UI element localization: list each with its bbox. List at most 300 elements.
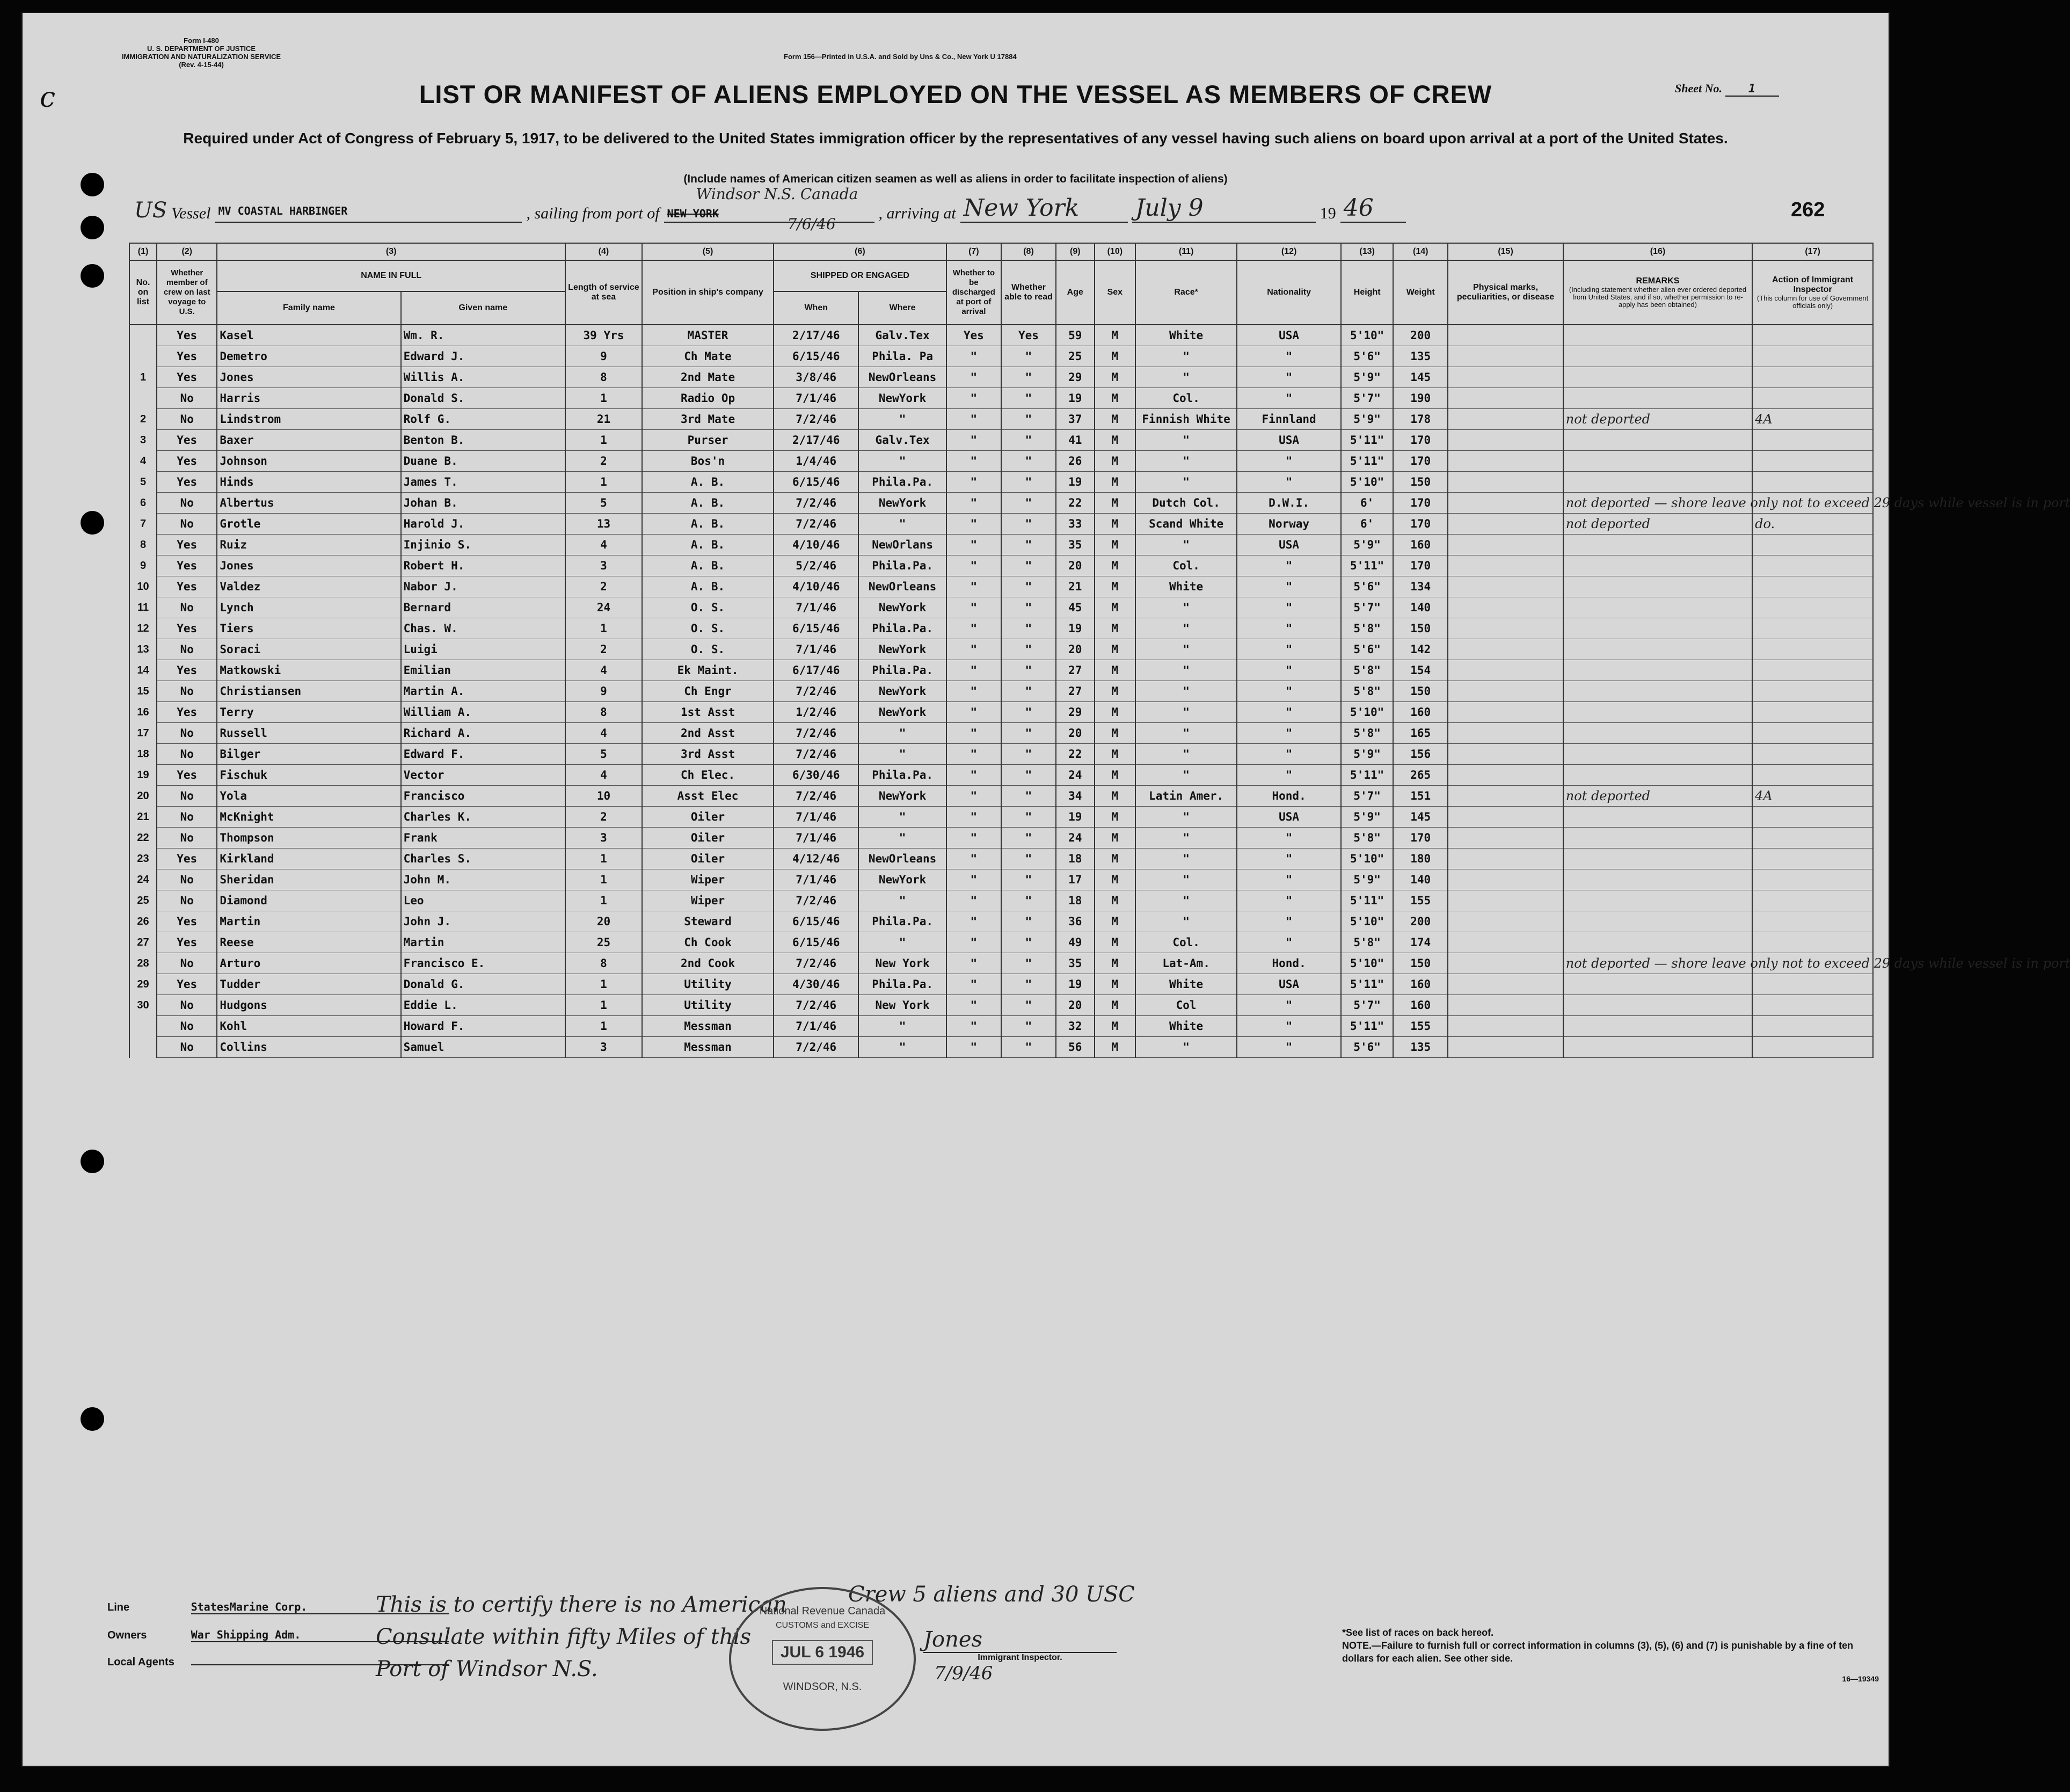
age: 18 bbox=[1056, 890, 1094, 911]
race: Col. bbox=[1135, 388, 1237, 409]
nationality: " bbox=[1237, 765, 1341, 786]
engaged-when: 4/10/46 bbox=[774, 576, 858, 597]
discharged: " bbox=[946, 995, 1001, 1016]
engaged-where: Phila.Pa. bbox=[858, 618, 946, 639]
physical-marks bbox=[1448, 995, 1563, 1016]
engaged-when: 4/10/46 bbox=[774, 535, 858, 555]
header-family-name: Family name bbox=[217, 291, 400, 325]
position: Radio Op bbox=[642, 388, 774, 409]
list-number: 2 bbox=[129, 409, 157, 430]
race: " bbox=[1135, 660, 1237, 681]
header-remarks-sub: (Including statement whether alien ever ordered deported from United States, and if so, whether permission to re-apply has been obtained) bbox=[1569, 286, 1747, 309]
list-number: 6 bbox=[129, 493, 157, 514]
discharged: " bbox=[946, 723, 1001, 744]
nationality: " bbox=[1237, 576, 1341, 597]
last-voyage: No bbox=[157, 388, 217, 409]
nationality: " bbox=[1237, 472, 1341, 493]
remarks bbox=[1563, 430, 1752, 451]
list-number: 9 bbox=[129, 555, 157, 576]
list-number: 3 bbox=[129, 430, 157, 451]
family-name: Jones bbox=[217, 555, 400, 576]
service-length: 3 bbox=[565, 555, 642, 576]
height: 5'10" bbox=[1341, 849, 1393, 869]
age: 27 bbox=[1056, 660, 1094, 681]
sex: M bbox=[1095, 890, 1136, 911]
family-name: Grotle bbox=[217, 514, 400, 535]
age: 29 bbox=[1056, 367, 1094, 388]
position: 2nd Mate bbox=[642, 367, 774, 388]
height: 5'10" bbox=[1341, 953, 1393, 974]
service-length: 21 bbox=[565, 409, 642, 430]
race: Col. bbox=[1135, 932, 1237, 953]
nationality: USA bbox=[1237, 325, 1341, 346]
crew-row bbox=[129, 744, 1873, 765]
height: 5'6" bbox=[1341, 576, 1393, 597]
engaged-when: 6/15/46 bbox=[774, 932, 858, 953]
height: 5'8" bbox=[1341, 681, 1393, 702]
discharged: " bbox=[946, 744, 1001, 765]
sex: M bbox=[1095, 744, 1136, 765]
age: 19 bbox=[1056, 807, 1094, 828]
remarks: not deported — shore leave only not to exceed 29 days while vessel is in port bbox=[1563, 493, 1752, 514]
engaged-where: " bbox=[858, 514, 946, 535]
sex: M bbox=[1095, 597, 1136, 618]
engaged-where: NewYork bbox=[858, 681, 946, 702]
able-to-read: " bbox=[1001, 681, 1056, 702]
remarks bbox=[1563, 723, 1752, 744]
position: A. B. bbox=[642, 472, 774, 493]
nationality: " bbox=[1237, 1037, 1341, 1058]
physical-marks bbox=[1448, 555, 1563, 576]
header-row bbox=[129, 260, 1873, 291]
engaged-where: Phila.Pa. bbox=[858, 974, 946, 995]
position: A. B. bbox=[642, 535, 774, 555]
list-number: 15 bbox=[129, 681, 157, 702]
weight: 150 bbox=[1393, 681, 1448, 702]
engaged-where: " bbox=[858, 1037, 946, 1058]
discharged: " bbox=[946, 430, 1001, 451]
engaged-when: 7/2/46 bbox=[774, 995, 858, 1016]
engaged-where: Phila. Pa bbox=[858, 346, 946, 367]
remarks bbox=[1563, 367, 1752, 388]
list-number: 26 bbox=[129, 911, 157, 932]
age: 32 bbox=[1056, 1016, 1094, 1037]
sex: M bbox=[1095, 346, 1136, 367]
given-name: Donald G. bbox=[401, 974, 565, 995]
age: 41 bbox=[1056, 430, 1094, 451]
weight: 170 bbox=[1393, 493, 1448, 514]
service-length: 5 bbox=[565, 493, 642, 514]
inspector-action bbox=[1752, 388, 1873, 409]
engaged-when: 7/2/46 bbox=[774, 953, 858, 974]
age: 17 bbox=[1056, 869, 1094, 890]
physical-marks bbox=[1448, 576, 1563, 597]
given-name: John J. bbox=[401, 911, 565, 932]
able-to-read: " bbox=[1001, 974, 1056, 995]
nationality: Finnland bbox=[1237, 409, 1341, 430]
able-to-read: " bbox=[1001, 702, 1056, 723]
engaged-when: 4/12/46 bbox=[774, 849, 858, 869]
engaged-where: New York bbox=[858, 953, 946, 974]
punch-hole bbox=[81, 1407, 104, 1431]
service: IMMIGRATION AND NATURALIZATION SERVICE bbox=[121, 53, 281, 61]
nationality: " bbox=[1237, 849, 1341, 869]
race: Latin Amer. bbox=[1135, 786, 1237, 807]
engaged-when: 7/1/46 bbox=[774, 828, 858, 849]
given-name: Eddie L. bbox=[401, 995, 565, 1016]
physical-marks bbox=[1448, 660, 1563, 681]
footnotes bbox=[1342, 1626, 1879, 1685]
engaged-when: 1/2/46 bbox=[774, 702, 858, 723]
header-last-voyage: Whether member of crew on last voyage to U.S. bbox=[157, 260, 217, 325]
remarks bbox=[1563, 702, 1752, 723]
discharged: " bbox=[946, 681, 1001, 702]
engaged-when: 7/2/46 bbox=[774, 723, 858, 744]
crew-row bbox=[129, 849, 1873, 869]
inspector-block bbox=[923, 1627, 1117, 1684]
last-voyage: Yes bbox=[157, 932, 217, 953]
crew-row bbox=[129, 765, 1873, 786]
remarks bbox=[1563, 765, 1752, 786]
remarks bbox=[1563, 535, 1752, 555]
service-length: 13 bbox=[565, 514, 642, 535]
remarks bbox=[1563, 618, 1752, 639]
position: Wiper bbox=[642, 869, 774, 890]
height: 5'8" bbox=[1341, 660, 1393, 681]
col-num: (2) bbox=[157, 243, 217, 260]
physical-marks bbox=[1448, 514, 1563, 535]
weight: 155 bbox=[1393, 1016, 1448, 1037]
engaged-where: NewYork bbox=[858, 702, 946, 723]
given-name: Wm. R. bbox=[401, 325, 565, 346]
last-voyage: Yes bbox=[157, 974, 217, 995]
weight: 150 bbox=[1393, 953, 1448, 974]
given-name: Martin bbox=[401, 932, 565, 953]
nationality: USA bbox=[1237, 974, 1341, 995]
given-name: Frank bbox=[401, 828, 565, 849]
able-to-read: " bbox=[1001, 514, 1056, 535]
family-name: Hudgons bbox=[217, 995, 400, 1016]
able-to-read: " bbox=[1001, 367, 1056, 388]
given-name: William A. bbox=[401, 702, 565, 723]
header-when: When bbox=[774, 291, 858, 325]
able-to-read: " bbox=[1001, 869, 1056, 890]
family-name: Arturo bbox=[217, 953, 400, 974]
physical-marks bbox=[1448, 409, 1563, 430]
last-voyage: Yes bbox=[157, 702, 217, 723]
sex: M bbox=[1095, 535, 1136, 555]
engaged-when: 7/1/46 bbox=[774, 869, 858, 890]
crew-row bbox=[129, 555, 1873, 576]
position: 1st Asst bbox=[642, 702, 774, 723]
list-number: 11 bbox=[129, 597, 157, 618]
family-name: Demetro bbox=[217, 346, 400, 367]
race: " bbox=[1135, 807, 1237, 828]
age: 22 bbox=[1056, 493, 1094, 514]
sex: M bbox=[1095, 849, 1136, 869]
last-voyage: Yes bbox=[157, 451, 217, 472]
age: 19 bbox=[1056, 388, 1094, 409]
race: " bbox=[1135, 681, 1237, 702]
able-to-read: " bbox=[1001, 451, 1056, 472]
col-num: (10) bbox=[1095, 243, 1136, 260]
engaged-when: 7/2/46 bbox=[774, 409, 858, 430]
race: " bbox=[1135, 702, 1237, 723]
header-discharged: Whether to be discharged at port of arrival bbox=[946, 260, 1001, 325]
crew-row bbox=[129, 660, 1873, 681]
col-num: (12) bbox=[1237, 243, 1341, 260]
engaged-when: 7/1/46 bbox=[774, 639, 858, 660]
inspector-action bbox=[1752, 1016, 1873, 1037]
engaged-where: NewYork bbox=[858, 388, 946, 409]
sailing-label: , sailing from port of bbox=[526, 204, 660, 222]
position: Oiler bbox=[642, 849, 774, 869]
inspector-action bbox=[1752, 723, 1873, 744]
able-to-read: " bbox=[1001, 828, 1056, 849]
position: Utility bbox=[642, 974, 774, 995]
remarks: not deported — shore leave only not to exceed 29 days while vessel is in port bbox=[1563, 953, 1752, 974]
last-voyage: No bbox=[157, 681, 217, 702]
inspector-action bbox=[1752, 346, 1873, 367]
family-name: Kohl bbox=[217, 1016, 400, 1037]
header-service: Length of service at sea bbox=[565, 260, 642, 325]
remarks bbox=[1563, 325, 1752, 346]
race: White bbox=[1135, 1016, 1237, 1037]
physical-marks bbox=[1448, 849, 1563, 869]
crew-row bbox=[129, 325, 1873, 346]
engaged-when: 6/15/46 bbox=[774, 346, 858, 367]
col-num: (9) bbox=[1056, 243, 1094, 260]
family-name: Lynch bbox=[217, 597, 400, 618]
race: White bbox=[1135, 576, 1237, 597]
given-name: Benton B. bbox=[401, 430, 565, 451]
height: 6' bbox=[1341, 514, 1393, 535]
family-name: Fischuk bbox=[217, 765, 400, 786]
remarks: not deported bbox=[1563, 514, 1752, 535]
service-length: 4 bbox=[565, 765, 642, 786]
able-to-read: " bbox=[1001, 555, 1056, 576]
position: 2nd Cook bbox=[642, 953, 774, 974]
engaged-where: " bbox=[858, 807, 946, 828]
header-age: Age bbox=[1056, 260, 1094, 325]
inspector-action: 4A bbox=[1752, 786, 1873, 807]
engaged-when: 2/17/46 bbox=[774, 325, 858, 346]
engaged-where: NewOrleans bbox=[858, 367, 946, 388]
remarks bbox=[1563, 974, 1752, 995]
crew-row bbox=[129, 409, 1873, 430]
race: " bbox=[1135, 472, 1237, 493]
vessel-prefix: US bbox=[134, 198, 167, 223]
sex: M bbox=[1095, 514, 1136, 535]
last-voyage: Yes bbox=[157, 472, 217, 493]
header-action-sub: (This column for use of Government officials only) bbox=[1756, 294, 1869, 310]
sex: M bbox=[1095, 1037, 1136, 1058]
discharged: " bbox=[946, 786, 1001, 807]
age: 37 bbox=[1056, 409, 1094, 430]
engaged-when: 5/2/46 bbox=[774, 555, 858, 576]
age: 19 bbox=[1056, 974, 1094, 995]
sex: M bbox=[1095, 828, 1136, 849]
physical-marks bbox=[1448, 493, 1563, 514]
crew-row bbox=[129, 681, 1873, 702]
races-note: *See list of races on back hereof. bbox=[1342, 1627, 1494, 1638]
list-number: 4 bbox=[129, 451, 157, 472]
list-number bbox=[129, 388, 157, 409]
race: " bbox=[1135, 535, 1237, 555]
family-name: McKnight bbox=[217, 807, 400, 828]
nationality: " bbox=[1237, 618, 1341, 639]
crew-row bbox=[129, 388, 1873, 409]
last-voyage: No bbox=[157, 807, 217, 828]
service-length: 39 Yrs bbox=[565, 325, 642, 346]
weight: 140 bbox=[1393, 869, 1448, 890]
engaged-when: 7/1/46 bbox=[774, 388, 858, 409]
crew-row bbox=[129, 974, 1873, 995]
physical-marks bbox=[1448, 932, 1563, 953]
engaged-where: NewOrlans bbox=[858, 535, 946, 555]
weight: 145 bbox=[1393, 807, 1448, 828]
header-read: Whether able to read bbox=[1001, 260, 1056, 325]
crew-row bbox=[129, 639, 1873, 660]
remarks bbox=[1563, 555, 1752, 576]
header-race: Race* bbox=[1135, 260, 1237, 325]
col-num: (3) bbox=[217, 243, 565, 260]
weight: 155 bbox=[1393, 890, 1448, 911]
header-shipped: SHIPPED OR ENGAGED bbox=[774, 260, 946, 291]
inspector-action bbox=[1752, 681, 1873, 702]
height: 5'11" bbox=[1341, 765, 1393, 786]
height: 5'8" bbox=[1341, 618, 1393, 639]
list-number: 20 bbox=[129, 786, 157, 807]
family-name: Matkowski bbox=[217, 660, 400, 681]
position: Ch Mate bbox=[642, 346, 774, 367]
list-number bbox=[129, 1016, 157, 1037]
remarks bbox=[1563, 911, 1752, 932]
engaged-where: Phila.Pa. bbox=[858, 555, 946, 576]
service-length: 10 bbox=[565, 786, 642, 807]
owners-value: War Shipping Adm. bbox=[191, 1628, 449, 1642]
header-remarks bbox=[1563, 260, 1752, 325]
physical-marks bbox=[1448, 451, 1563, 472]
inspector-action bbox=[1752, 744, 1873, 765]
remarks bbox=[1563, 346, 1752, 367]
inspector-action: do. bbox=[1752, 514, 1873, 535]
last-voyage: Yes bbox=[157, 576, 217, 597]
physical-marks bbox=[1448, 430, 1563, 451]
last-voyage: No bbox=[157, 786, 217, 807]
age: 56 bbox=[1056, 1037, 1094, 1058]
service-length: 4 bbox=[565, 660, 642, 681]
failure-note: NOTE.—Failure to furnish full or correct information in columns (3), (5), (6) and (7) is punishable by a fine of ten dollars for each alien. See other side. bbox=[1342, 1640, 1854, 1664]
last-voyage: Yes bbox=[157, 618, 217, 639]
discharged: " bbox=[946, 514, 1001, 535]
physical-marks bbox=[1448, 911, 1563, 932]
sex: M bbox=[1095, 765, 1136, 786]
inspector-action bbox=[1752, 618, 1873, 639]
print-line: Form 156—Printed in U.S.A. and Sold by Uns & Co., New York U 17884 bbox=[784, 53, 1017, 61]
able-to-read: " bbox=[1001, 995, 1056, 1016]
engaged-where: Phila.Pa. bbox=[858, 765, 946, 786]
stamp-mid: CUSTOMS and EXCISE bbox=[776, 1621, 869, 1630]
engaged-when: 2/17/46 bbox=[774, 430, 858, 451]
position: Utility bbox=[642, 995, 774, 1016]
punch-hole bbox=[81, 511, 104, 535]
height: 5'7" bbox=[1341, 786, 1393, 807]
remarks: not deported bbox=[1563, 409, 1752, 430]
sex: M bbox=[1095, 367, 1136, 388]
sheet-value: 1 bbox=[1725, 82, 1779, 97]
family-name: Lindstrom bbox=[217, 409, 400, 430]
sex: M bbox=[1095, 409, 1136, 430]
height: 5'7" bbox=[1341, 388, 1393, 409]
age: 33 bbox=[1056, 514, 1094, 535]
family-name: Christiansen bbox=[217, 681, 400, 702]
family-name: Yola bbox=[217, 786, 400, 807]
col-num: (6) bbox=[774, 243, 946, 260]
list-number: 30 bbox=[129, 995, 157, 1016]
discharged: " bbox=[946, 1016, 1001, 1037]
engaged-when: 7/2/46 bbox=[774, 744, 858, 765]
age: 19 bbox=[1056, 472, 1094, 493]
discharged: " bbox=[946, 702, 1001, 723]
engaged-where: NewYork bbox=[858, 786, 946, 807]
nationality: Hond. bbox=[1237, 786, 1341, 807]
able-to-read: " bbox=[1001, 639, 1056, 660]
age: 45 bbox=[1056, 597, 1094, 618]
inspector-signature: Jones bbox=[923, 1627, 1117, 1653]
given-name: Luigi bbox=[401, 639, 565, 660]
list-number bbox=[129, 325, 157, 346]
race: " bbox=[1135, 618, 1237, 639]
sex: M bbox=[1095, 974, 1136, 995]
nationality: " bbox=[1237, 869, 1341, 890]
discharged: " bbox=[946, 953, 1001, 974]
race: Col. bbox=[1135, 555, 1237, 576]
header-name-in-full: NAME IN FULL bbox=[217, 260, 565, 291]
able-to-read: " bbox=[1001, 911, 1056, 932]
form-code: 16—19349 bbox=[1842, 1674, 1879, 1683]
remarks bbox=[1563, 388, 1752, 409]
race: " bbox=[1135, 451, 1237, 472]
family-name: Soraci bbox=[217, 639, 400, 660]
remarks bbox=[1563, 1016, 1752, 1037]
col-num: (1) bbox=[129, 243, 157, 260]
given-name: John M. bbox=[401, 869, 565, 890]
sex: M bbox=[1095, 911, 1136, 932]
service-length: 5 bbox=[565, 744, 642, 765]
vessel-name: MV COASTAL HARBINGER bbox=[215, 204, 522, 223]
given-name: Samuel bbox=[401, 1037, 565, 1058]
position: A. B. bbox=[642, 555, 774, 576]
sex: M bbox=[1095, 472, 1136, 493]
list-number: 23 bbox=[129, 849, 157, 869]
department: U. S. DEPARTMENT OF JUSTICE bbox=[147, 45, 256, 53]
family-name: Collins bbox=[217, 1037, 400, 1058]
discharged: " bbox=[946, 576, 1001, 597]
nationality: " bbox=[1237, 388, 1341, 409]
arriving-port: New York bbox=[960, 194, 1128, 223]
physical-marks bbox=[1448, 388, 1563, 409]
able-to-read: " bbox=[1001, 744, 1056, 765]
weight: 160 bbox=[1393, 995, 1448, 1016]
weight: 165 bbox=[1393, 723, 1448, 744]
sex: M bbox=[1095, 388, 1136, 409]
engaged-where: " bbox=[858, 744, 946, 765]
race: Lat-Am. bbox=[1135, 953, 1237, 974]
age: 59 bbox=[1056, 325, 1094, 346]
height: 5'8" bbox=[1341, 932, 1393, 953]
given-name: Francisco bbox=[401, 786, 565, 807]
